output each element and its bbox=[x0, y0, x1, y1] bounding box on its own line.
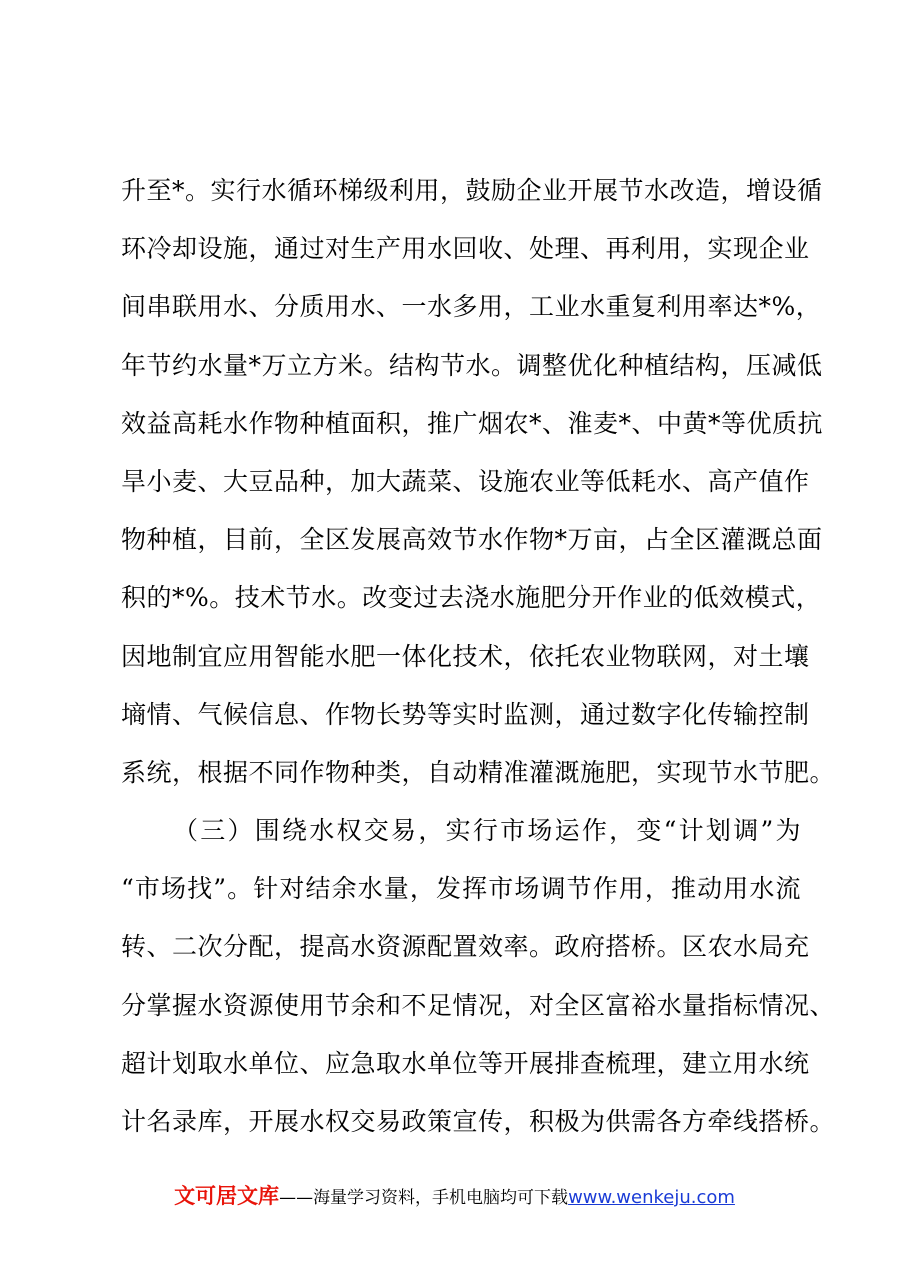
text-line: 转、二次分配，提高水资源配置效率。政府搭桥。区农水局充 bbox=[121, 932, 810, 962]
footer-watermark bbox=[0, 1180, 909, 1210]
text-line: 升至*。实行水循环梯级利用，鼓励企业开展节水改造，增设循 bbox=[121, 176, 823, 205]
text-line: 环冷却设施，通过对生产用水回收、处理、再利用，实现企业 bbox=[121, 234, 810, 264]
text-line: 效益高耗水作物种植面积，推广烟农*、淮麦*、中黄*等优质抗 bbox=[121, 408, 824, 438]
footer-slogan: ——海量学习资料，手机电脑均可下载 bbox=[279, 1188, 569, 1208]
text-line: 因地制宜应用智能水肥一体化技术，依托农业物联网，对土壤 bbox=[121, 641, 810, 671]
body-text bbox=[121, 162, 836, 1151]
footer-brand: 文可居文库 bbox=[174, 1184, 280, 1208]
text-line: 系统，根据不同作物种类，自动精准灌溉施肥，实现节水节肥。 bbox=[121, 757, 836, 787]
text-line: 旱小麦、大豆品种，加大蔬菜、设施农业等低耗水、高产值作 bbox=[121, 466, 810, 496]
text-line: 分掌握水资源使用节余和不足情况，对全区富裕水量指标情况、 bbox=[121, 990, 836, 1020]
section-heading-line: （三）围绕水权交易，实行市场运作，变“计划调”为 bbox=[173, 816, 801, 846]
text-line: 计名录库，开展水权交易政策宣传，积极为供需各方牵线搭桥。 bbox=[121, 1107, 836, 1136]
text-line: 积的*%。技术节水。改变过去浇水施肥分开作业的低效模式， bbox=[121, 583, 822, 613]
text-line: “市场找”。针对结余水量，发挥市场调节作用，推动用水流 bbox=[121, 874, 801, 904]
footer-url-link[interactable]: www.wenkeju.com bbox=[568, 1187, 735, 1208]
text-line: 超计划取水单位、应急取水单位等开展排查梳理，建立用水统 bbox=[121, 1048, 810, 1078]
text-line: 年节约水量*万立方米。结构节水。调整优化种植结构，压减低 bbox=[121, 350, 823, 380]
text-line: 墒情、气候信息、作物长势等实时监测，通过数字化传输控制 bbox=[121, 699, 810, 729]
text-line: 物种植，目前，全区发展高效节水作物*万亩，占全区灌溉总面 bbox=[121, 525, 823, 555]
text-line: 间串联用水、分质用水、一水多用，工业水重复利用率达*%， bbox=[121, 292, 822, 322]
